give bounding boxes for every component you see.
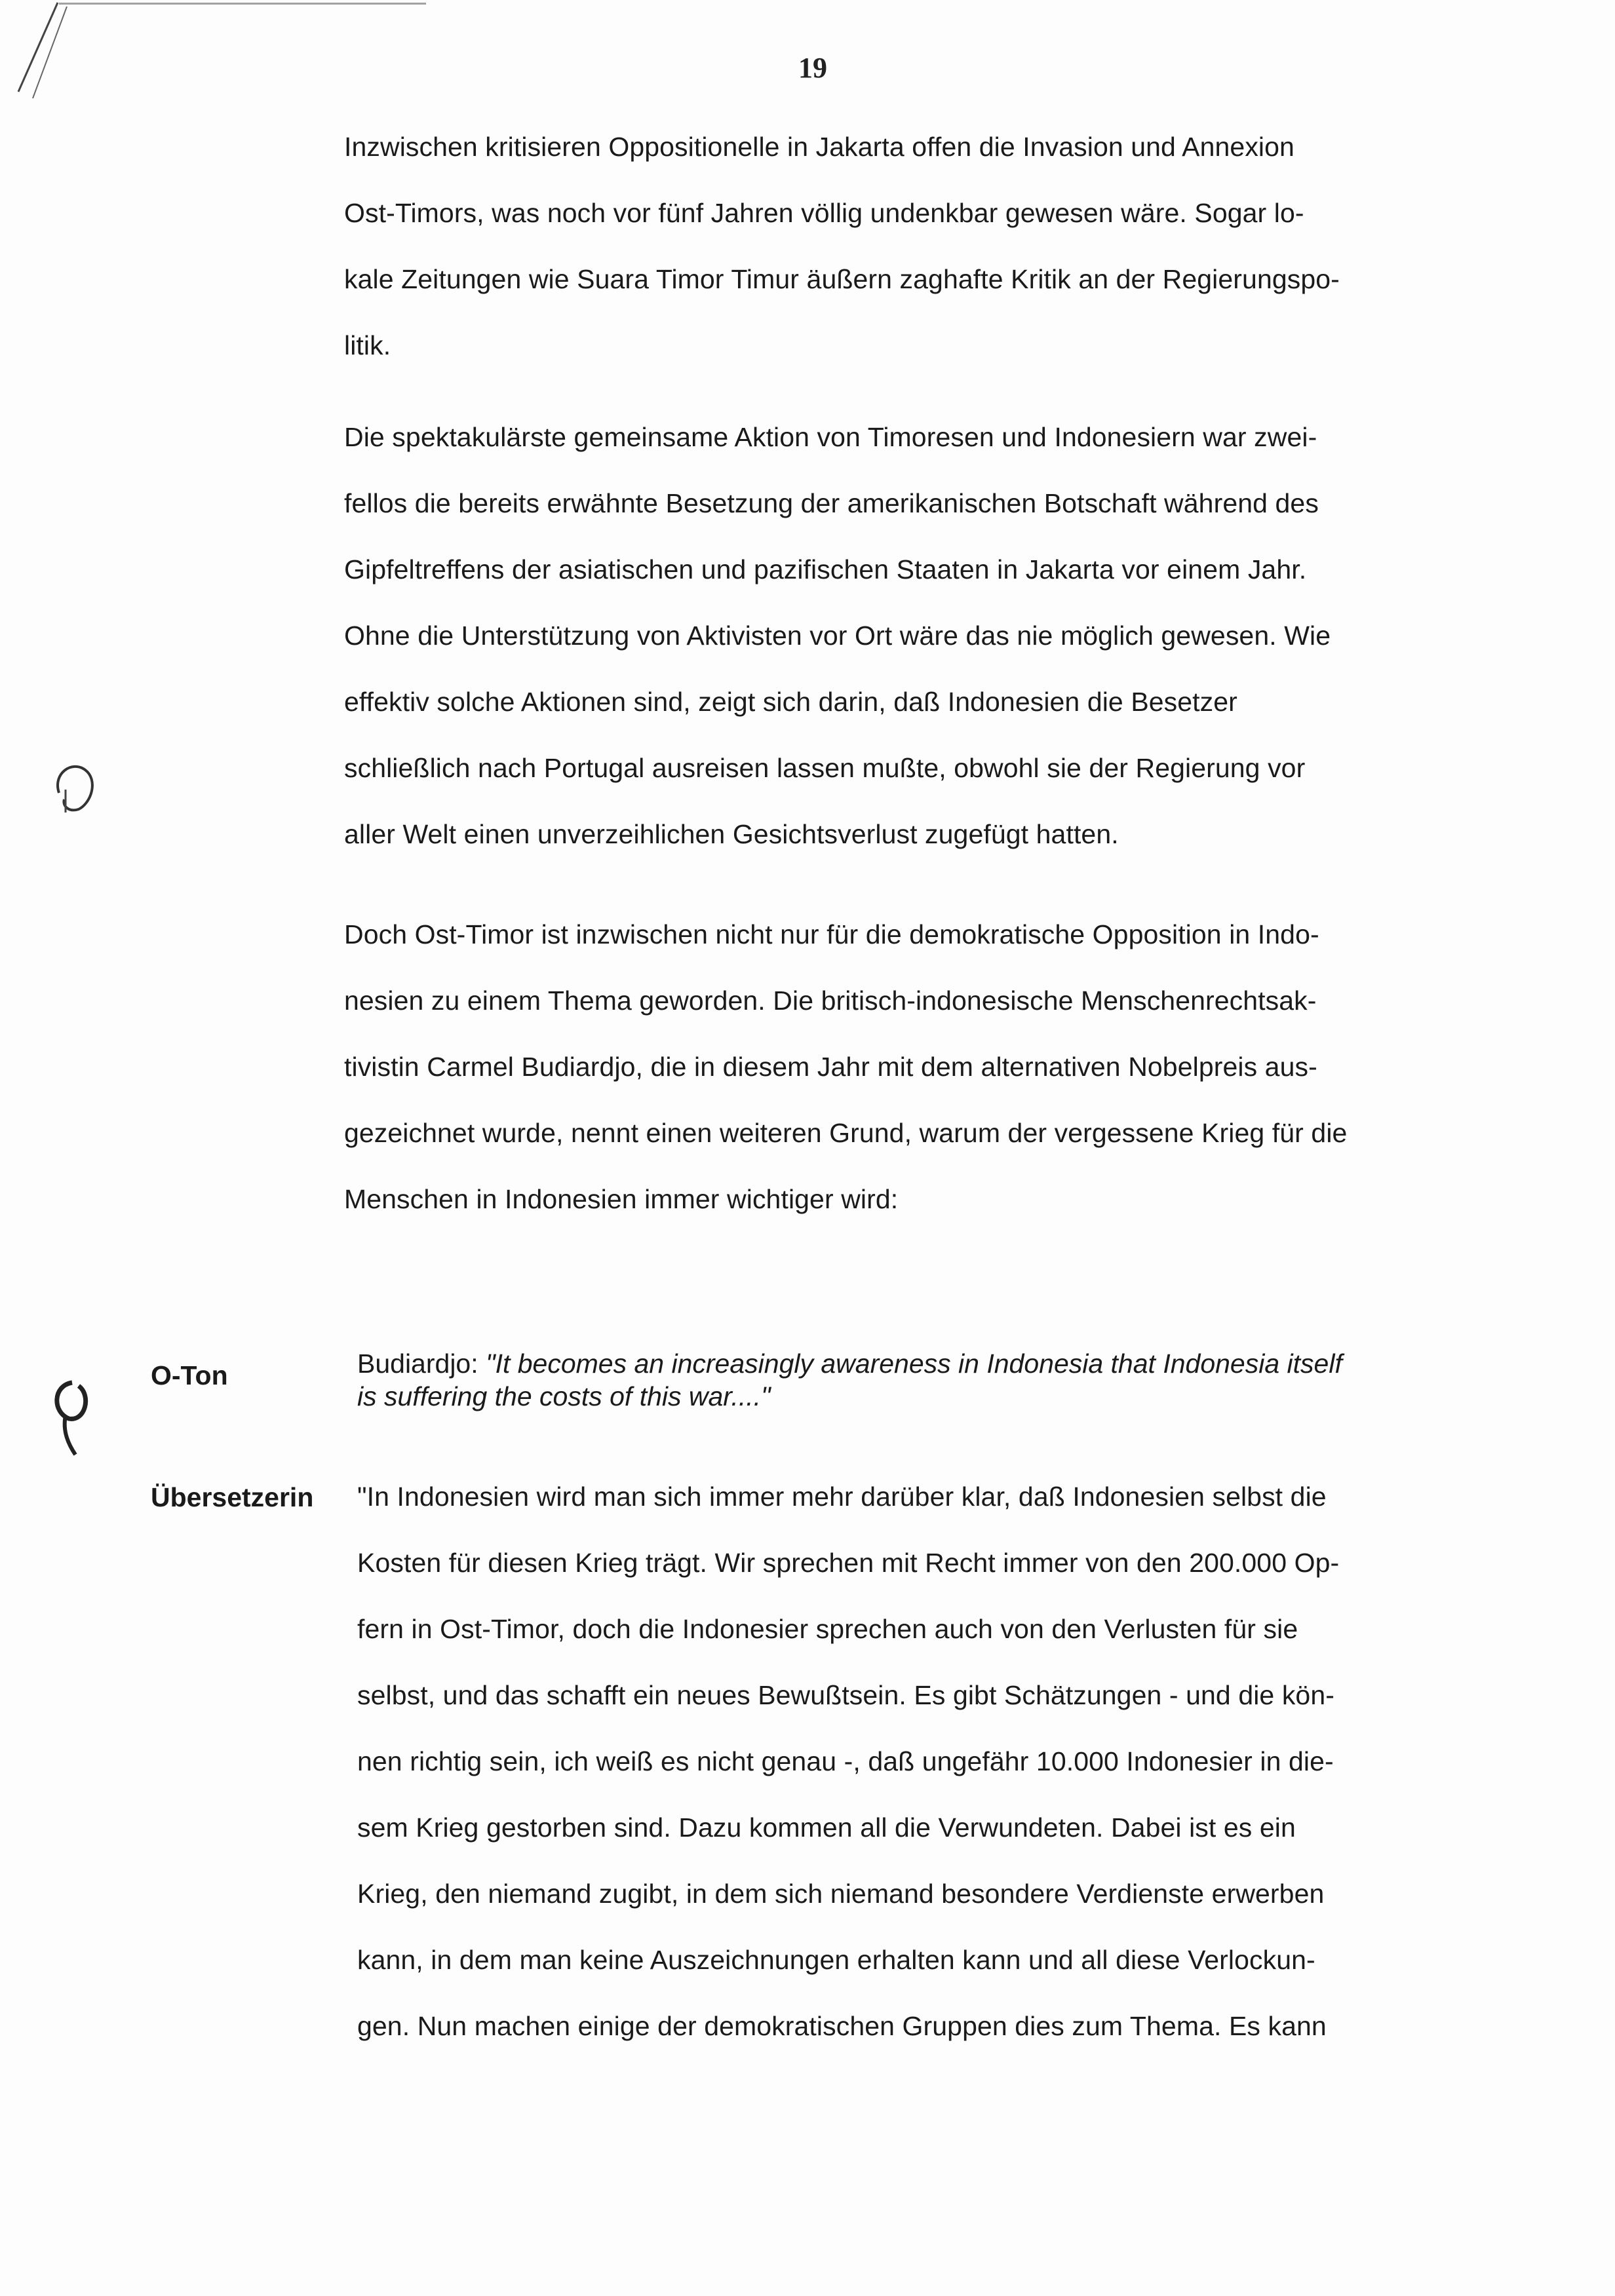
translation-paragraph <box>357 1464 1517 2059</box>
quote-text: "It becomes an increasingly awareness in Indonesia that Indonesia itself <box>486 1349 1342 1379</box>
margin-mark-icon <box>46 1376 98 1461</box>
margin-mark-icon <box>46 754 105 826</box>
text-line: effektiv solche Aktionen sind, zeigt sich darin, daß Indonesien die Besetzer <box>344 687 1237 717</box>
text-line: Die spektakulärste gemeinsame Aktion von Timoresen und Indonesiern war zwei- <box>344 422 1317 452</box>
text-line: fellos die bereits erwähnte Besetzung der amerikanischen Botschaft während des <box>344 488 1319 518</box>
text-line: tivistin Carmel Budiardjo, die in diesem Jahr mit dem alternativen Nobelpreis aus- <box>344 1052 1317 1082</box>
text-line: sem Krieg gestorben sind. Dazu kommen all die Verwundeten. Dabei ist es ein <box>357 1812 1296 1843</box>
quote-attribution: Budiardjo: <box>357 1349 486 1379</box>
quote-line-2: is suffering the costs of this war...." <box>357 1381 771 1411</box>
text-line: Doch Ost-Timor ist inzwischen nicht nur für die demokratische Opposition in Indo- <box>344 919 1319 949</box>
text-line: Ohne die Unterstützung von Aktivisten vor Ort wäre das nie möglich gewesen. Wie <box>344 621 1331 651</box>
paragraph-3 <box>344 902 1504 1233</box>
text-line: aller Welt einen unverzeihlichen Gesichtsverlust zugefügt hatten. <box>344 819 1119 849</box>
text-line: selbst, und das schafft ein neues Bewußtsein. Es gibt Schätzungen - und die kön- <box>357 1680 1334 1710</box>
text-line: nen richtig sein, ich weiß es nicht genau -, daß ungefähr 10.000 Indonesier in die- <box>357 1746 1334 1776</box>
text-line: Kosten für diesen Krieg trägt. Wir sprechen mit Recht immer von den 200.000 Op- <box>357 1548 1340 1578</box>
quote-block <box>357 1347 1511 1413</box>
paragraph-2 <box>344 404 1504 868</box>
text-line: Inzwischen kritisieren Oppositionelle in Jakarta offen die Invasion und Annexion <box>344 132 1294 162</box>
paragraph-1 <box>344 114 1504 379</box>
text-line: gen. Nun machen einige der demokratischen Gruppen dies zum Thema. Es kann <box>357 2011 1327 2041</box>
page-number: 19 <box>798 52 827 84</box>
scan-edge-line <box>59 3 426 5</box>
text-line: kann, in dem man keine Auszeichnungen erhalten kann und all diese Verlockun- <box>357 1945 1315 1975</box>
scan-slash-icon <box>7 0 85 105</box>
text-line: Gipfeltreffens der asiatischen und pazifischen Staaten in Jakarta vor einem Jahr. <box>344 554 1307 584</box>
speaker-label-translator: Übersetzerin <box>151 1482 314 1512</box>
quote-line-1 <box>357 1347 1511 1380</box>
text-line: nesien zu einem Thema geworden. Die britisch-indonesische Menschenrechtsak- <box>344 985 1317 1016</box>
text-line: "In Indonesien wird man sich immer mehr darüber klar, daß Indonesien selbst die <box>357 1482 1327 1512</box>
text-line: Ost-Timors, was noch vor fünf Jahren völlig undenkbar gewesen wäre. Sogar lo- <box>344 198 1304 228</box>
text-line: gezeichnet wurde, nennt einen weiteren Grund, warum der vergessene Krieg für die <box>344 1118 1348 1148</box>
text-line: Krieg, den niemand zugibt, in dem sich niemand besondere Verdienste erwerben <box>357 1879 1325 1909</box>
text-line: fern in Ost-Timor, doch die Indonesier sprechen auch von den Verlusten für sie <box>357 1614 1298 1644</box>
text-line: schließlich nach Portugal ausreisen lassen mußte, obwohl sie der Regierung vor <box>344 753 1306 783</box>
text-line: litik. <box>344 330 391 360</box>
text-line: Menschen in Indonesien immer wichtiger wird: <box>344 1184 899 1214</box>
text-line: kale Zeitungen wie Suara Timor Timur äußern zaghafte Kritik an der Regierungspo- <box>344 264 1340 294</box>
speaker-label-oton: O-Ton <box>151 1360 228 1390</box>
